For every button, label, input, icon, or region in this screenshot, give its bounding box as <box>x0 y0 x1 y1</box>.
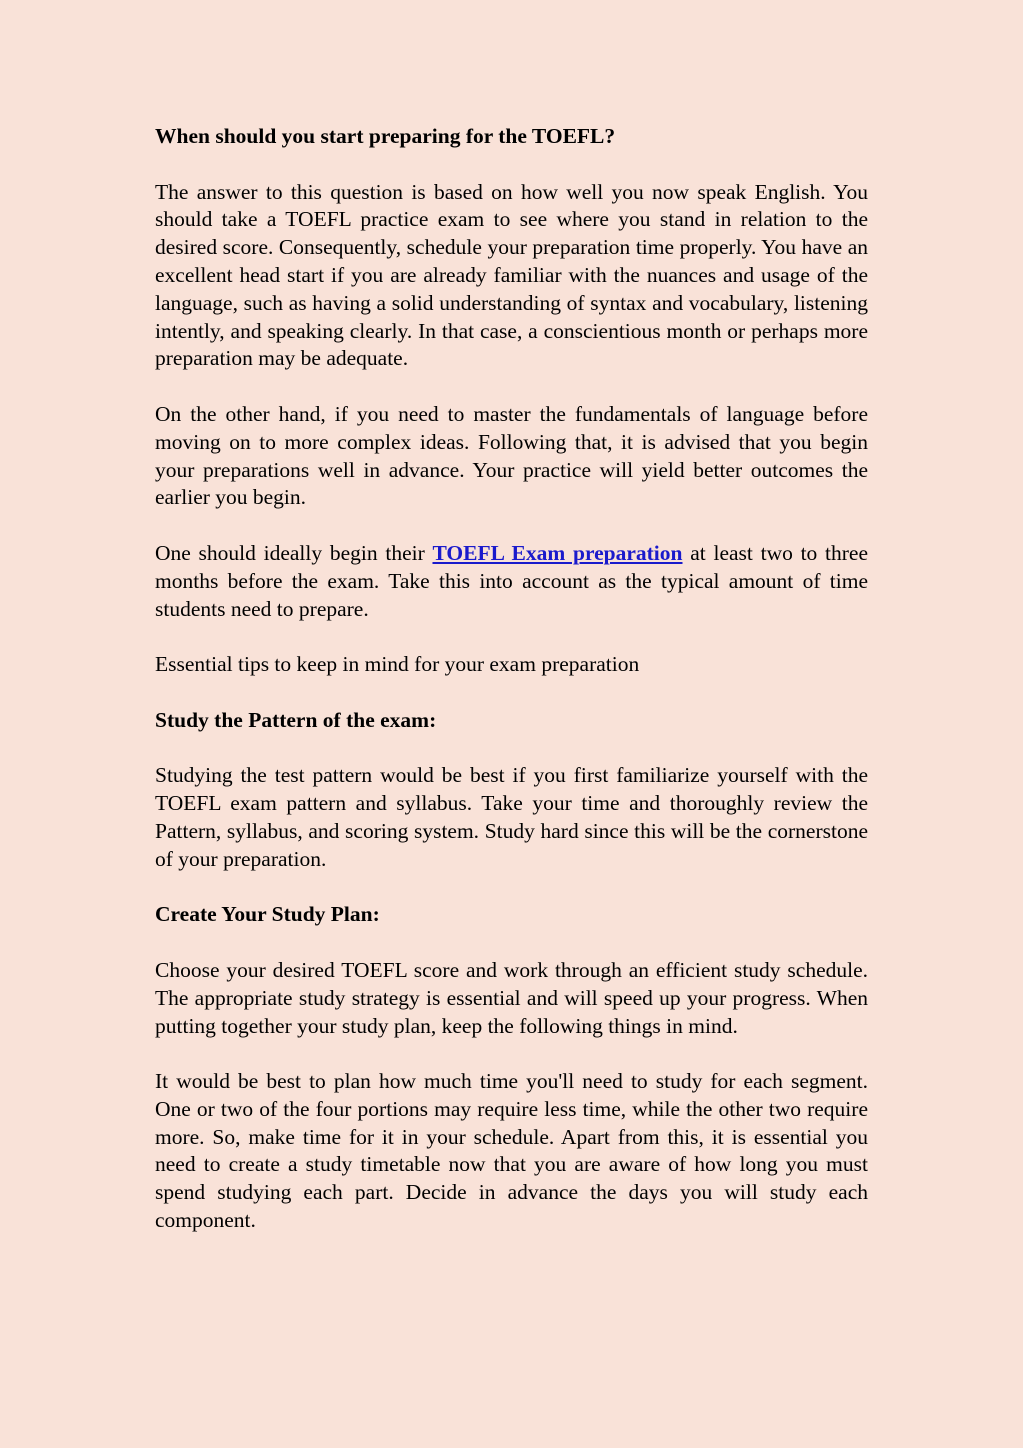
spacer <box>155 151 868 179</box>
spacer <box>155 623 868 651</box>
paragraph-fundamentals: On the other hand, if you need to master the fundamentals of language before moving on to more complex ideas. Following that, it is advised that you begin your preparations well in advance. Your practice will yield better outcomes the earlier you begin. <box>155 401 868 510</box>
section-heading-pattern: Study the Pattern of the exam: <box>155 707 437 732</box>
paragraph-timeline-after: at least two to three months before the exam. Take this into account as the typical amount of time students need to prepare. <box>155 540 868 621</box>
tips-intro: Essential tips to keep in mind for your exam preparation <box>155 652 640 677</box>
spacer <box>155 1040 868 1068</box>
section-heading-study-plan: Create Your Study Plan: <box>155 902 380 927</box>
spacer <box>155 512 868 540</box>
paragraph-english-level: The answer to this question is based on how well you now speak English. You should take a TOEFL practice exam to see where you stand in relation to the desired score. Consequently, schedule your preparation time properly. You have an excellent head start if you are already familiar with the nuances and usage of the language, such as having a solid understanding of syntax and vocabulary, listening intently, and speaking clearly. In that case, a conscientious month or perhaps more preparation may be adequate. <box>155 179 868 371</box>
spacer <box>155 874 868 902</box>
paragraph-study-plan: Choose your desired TOEFL score and work through an efficient study schedule. The appropriate study strategy is essential and will speed up your progress. When putting together your study plan, keep the following things in mind. <box>155 957 868 1038</box>
toefl-exam-preparation-link[interactable]: TOEFL Exam preparation <box>432 540 683 565</box>
document-body <box>155 123 868 1235</box>
paragraph-time-per-segment: It would be best to plan how much time you'll need to study for each segment. One or two of the four portions may require less time, while the other two require more. So, make time for it in your schedule. Apart from this, it is essential you need to create a study timetable now that you are aware of how long you must spend studying each part. Decide in advance the days you will study each component. <box>155 1069 868 1233</box>
spacer <box>155 679 868 707</box>
paragraph-timeline <box>155 540 868 623</box>
spacer <box>155 929 868 957</box>
main-heading: When should you start preparing for the TOEFL? <box>155 124 616 148</box>
paragraph-timeline-before: One should ideally begin their <box>155 540 433 565</box>
paragraph-pattern: Studying the test pattern would be best if you first familiarize yourself with the TOEFL exam pattern and syllabus. Take your time and thoroughly review the Pattern, syllabus, and scoring system. Study hard since this will be the cornerstone of your preparation. <box>155 763 868 871</box>
spacer <box>155 735 868 763</box>
spacer <box>155 373 868 401</box>
